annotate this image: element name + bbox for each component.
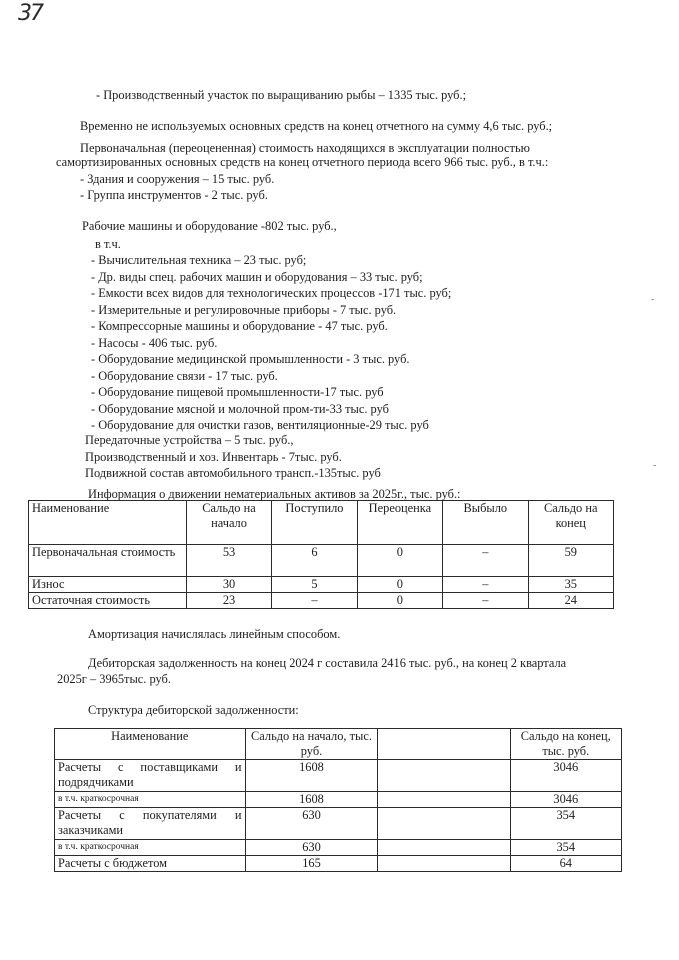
- buildings-line: - Здания и сооружения – 15 тыс. руб.: [80, 172, 275, 186]
- machines-list-item: - Оборудование пищевой промышленности-17 тыс. руб: [91, 385, 384, 399]
- table-row: [55, 792, 622, 808]
- table-cell: 354: [510, 840, 621, 856]
- table-cell: 24: [528, 593, 613, 609]
- table-cell: 630: [245, 840, 378, 856]
- machines-list-item: - Оборудование для очистки газов, вентиляционные-29 тыс. руб: [91, 418, 429, 432]
- receivables-paragraph-line2: 2025г – 3965тыс. руб.: [57, 672, 171, 686]
- other-assets-item: Передаточные устройства – 5 тыс. руб.,: [85, 433, 294, 447]
- table-cell: 5: [272, 577, 357, 593]
- table-cell: Износ: [29, 577, 187, 593]
- table-cell: 59: [528, 545, 613, 577]
- table-cell: в т.ч. краткосрочная: [55, 792, 246, 808]
- intangibles-title: Информация о движении нематериальных активов за 2025г., тыс. руб.:: [88, 487, 461, 501]
- header-cell: [378, 729, 510, 760]
- table-row: [55, 840, 622, 856]
- margin-mark: -: [651, 294, 655, 305]
- machines-list-item: - Оборудование связи - 17 тыс. руб.: [91, 368, 278, 383]
- table-row: [29, 593, 614, 609]
- machines-list-item: - Оборудование медицинской промышленности - 3 тыс. руб.: [91, 352, 410, 366]
- table-cell: Первоначальная стоимость: [29, 545, 187, 577]
- table-cell: Расчеты с бюджетом: [55, 856, 246, 872]
- machines-list-item: - Измерительные и регулировочные приборы - 7 тыс. руб.: [91, 302, 397, 317]
- table-cell: 165: [245, 856, 378, 872]
- table-cell: 6: [272, 545, 357, 577]
- header-cell: Наименование: [29, 501, 187, 545]
- table-row: [55, 808, 622, 840]
- header-cell: Сальдо на конец, тыс. руб.: [510, 729, 621, 760]
- table-cell: 53: [186, 545, 271, 577]
- machines-incl: в т.ч.: [95, 237, 121, 251]
- tools-line: - Группа инструментов - 2 тыс. руб.: [80, 188, 268, 202]
- table-cell: 35: [528, 577, 613, 593]
- table-cell: 3046: [510, 760, 621, 792]
- depreciation-paragraph: Амортизация начислялась линейным способом.: [88, 627, 341, 641]
- table-row: [55, 856, 622, 872]
- handwritten-page-number: 37: [18, 1, 42, 26]
- table-cell: 0: [357, 593, 442, 609]
- receivables-table: [54, 728, 622, 872]
- table-cell: 30: [186, 577, 271, 593]
- header-cell: Сальдо на начало: [186, 501, 271, 545]
- table-cell: –: [443, 577, 528, 593]
- table-row: [55, 760, 622, 792]
- table-cell: –: [443, 545, 528, 577]
- table-cell: –: [272, 593, 357, 609]
- machines-list-item: - Компрессорные машины и оборудование - 47 тыс. руб.: [91, 319, 388, 333]
- header-cell: Сальдо на конец: [528, 501, 613, 545]
- header-cell: Наименование: [55, 729, 246, 760]
- other-assets-item: Подвижной состав автомобильного трансп.-135тыс. руб: [85, 466, 381, 480]
- receivables-paragraph-line1: Дебиторская задолженность на конец 2024 г составила 2416 тыс. руб., на конец 2 квартала: [88, 656, 567, 670]
- table-cell: 0: [357, 545, 442, 577]
- machines-list-item: - Насосы - 406 тыс. руб.: [91, 335, 218, 350]
- table-header-row: [29, 501, 614, 545]
- table-cell: Остаточная стоимость: [29, 593, 187, 609]
- header-cell: Поступило: [272, 501, 357, 545]
- table-cell: –: [443, 593, 528, 609]
- other-assets-list: [85, 432, 381, 482]
- unused-assets-paragraph: Временно не используемых основных средств на конец отчетного на сумму 4,6 тыс. руб.;: [80, 119, 553, 133]
- machines-list-item: - Вычислительная техника – 23 тыс. руб;: [91, 253, 307, 267]
- margin-mark: -: [653, 460, 657, 471]
- table-cell: 64: [510, 856, 621, 872]
- table-row: [29, 545, 614, 577]
- table-cell: 3046: [510, 792, 621, 808]
- table-cell: 0: [357, 577, 442, 593]
- table-row: [29, 577, 614, 593]
- table-cell: 354: [510, 808, 621, 840]
- receivables-structure-title: Структура дебиторской задолженности:: [88, 703, 299, 717]
- machines-title: Рабочие машины и оборудование -802 тыс. руб.,: [82, 219, 337, 233]
- machines-list-item: - Емкости всех видов для технологических процессов -171 тыс. руб;: [91, 286, 452, 300]
- other-assets-item: Производственный и хоз. Инвентарь - 7тыс. руб.: [85, 449, 342, 464]
- amortized-assets-line1: Первоначальная (переоцененная) стоимость находящихся в эксплуатации полностью: [80, 141, 530, 155]
- intangibles-table: [28, 500, 614, 609]
- table-cell: Расчеты с покупателями и заказчиками: [55, 808, 246, 840]
- table-cell: [378, 840, 510, 856]
- machines-list-item: - Оборудование мясной и молочной пром-ти-33 тыс. руб: [91, 401, 389, 416]
- table-cell: [378, 808, 510, 840]
- header-cell: Сальдо на начало, тыс. руб.: [245, 729, 378, 760]
- table-header-row: [55, 729, 622, 760]
- table-cell: 23: [186, 593, 271, 609]
- header-cell: Переоценка: [357, 501, 442, 545]
- header-cell: Выбыло: [443, 501, 528, 545]
- table-cell: 630: [245, 808, 378, 840]
- table-cell: 1608: [245, 760, 378, 792]
- fish-farm-line: - Производственный участок по выращиванию рыбы – 1335 тыс. руб.;: [96, 88, 467, 102]
- table-cell: [378, 856, 510, 872]
- table-cell: в т.ч. краткосрочная: [55, 840, 246, 856]
- table-cell: [378, 792, 510, 808]
- table-cell: [378, 760, 510, 792]
- table-cell: 1608: [245, 792, 378, 808]
- machines-list: [91, 252, 451, 434]
- machines-list-item: - Др. виды спец. рабочих машин и оборудования – 33 тыс. руб;: [91, 269, 423, 284]
- amortized-assets-line2: самортизированных основных средств на конец отчетного периода всего 966 тыс. руб., в т.ч.:: [56, 155, 549, 169]
- table-cell: Расчеты с поставщиками и подрядчиками: [55, 760, 246, 792]
